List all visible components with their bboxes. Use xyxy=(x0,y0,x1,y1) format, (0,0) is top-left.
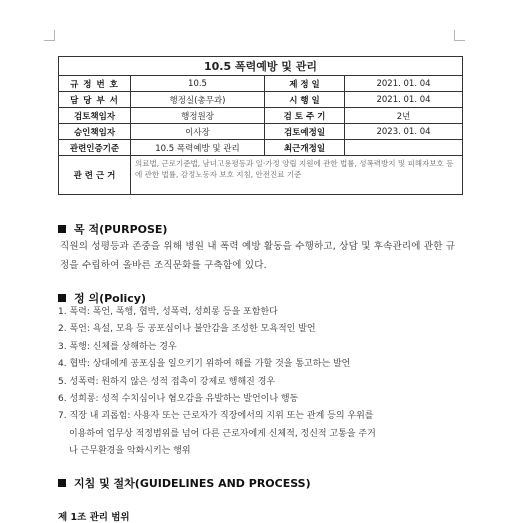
table-row xyxy=(59,124,463,140)
review-cycle-value: 2년 xyxy=(345,108,463,124)
list-item: 5. 성폭력: 원하지 않은 성적 접촉이 강제로 행해진 경우 xyxy=(58,376,276,387)
list-item: 4. 협박: 상대에게 공포심을 일으키기 위하여 해를 가할 것을 통고하는 발언 xyxy=(58,359,351,370)
effective-date-label: 시 행 일 xyxy=(265,92,345,108)
list-item xyxy=(58,408,462,460)
square-bullet-icon xyxy=(58,479,66,487)
table-row xyxy=(59,108,463,124)
purpose-heading: 목 적(PURPOSE) xyxy=(58,221,167,237)
table-row xyxy=(59,156,463,195)
reviewer-value: 행정원장 xyxy=(131,108,265,124)
list-item-continuation: 이용하여 업무상 적정범위를 넘어 다른 근로자에게 신체적, 정신적 고통을 주거 xyxy=(69,428,376,439)
list-item: 2. 폭언: 욕설, 모욕 등 공포심이나 불안감을 조성한 모욕적인 발언 xyxy=(58,324,316,335)
document-info-table xyxy=(58,56,463,195)
last-revision-label: 최근개정일 xyxy=(265,140,345,156)
policy-heading: 정 의(Policy) xyxy=(58,290,146,306)
guidelines-heading: 지침 및 절차(GUIDELINES AND PROCESS) xyxy=(58,475,311,491)
enacted-date-value: 2021. 01. 04 xyxy=(345,76,463,92)
purpose-text: 직원의 성평등과 존중을 위해 병원 내 폭력 예방 활동을 수행하고, 상담 및 후속관리에 관한 규정을 수립하여 올바른 조직문화를 구축함에 있다. xyxy=(60,241,456,271)
certification-label: 관련인증기준 xyxy=(59,140,131,156)
table-row xyxy=(59,92,463,108)
reference-text: 의료법, 근로기준법, 남녀고용평등과 일·가정 양립 지원에 관한 법률, 성폭력방지 및 피해자보호 등에 관한 법률, 감정노동자 보호 지침, 안전진료 기준 xyxy=(131,156,463,195)
table-row xyxy=(59,140,463,156)
approver-value: 이사장 xyxy=(131,124,265,140)
certification-value: 10.5 폭력예방 및 관리 xyxy=(131,140,265,156)
square-bullet-icon xyxy=(58,294,66,302)
article-heading: 제 1조 관리 범위 xyxy=(58,512,130,523)
enacted-date-label: 제 정 일 xyxy=(265,76,345,92)
approver-label: 승인책임자 xyxy=(59,124,131,140)
crop-mark-top-right xyxy=(454,30,465,41)
list-item-text: 7. 직장 내 괴롭힘: 사용자 또는 근로자가 직장에서의 지위 또는 관계 등의 우위를 xyxy=(58,411,374,422)
next-review-label: 검토예정일 xyxy=(265,124,345,140)
crop-mark-top-left xyxy=(44,30,55,41)
effective-date-value: 2021. 01. 04 xyxy=(345,92,463,108)
reviewer-label: 검토책임자 xyxy=(59,108,131,124)
list-item: 1. 폭력: 폭언, 폭행, 협박, 성폭력, 성희롱 등을 포함한다 xyxy=(58,307,278,317)
definition-list xyxy=(58,304,462,461)
reference-label: 관 련 근 거 xyxy=(59,156,131,195)
list-item: 3. 폭행: 신체를 상해하는 경우 xyxy=(58,341,177,352)
rule-number-value: 10.5 xyxy=(131,76,265,92)
list-item-continuation: 나 근무환경을 악화시키는 행위 xyxy=(69,446,191,457)
square-bullet-icon xyxy=(58,225,66,233)
last-revision-value xyxy=(345,140,463,156)
department-value: 행정실(총무과) xyxy=(131,92,265,108)
rule-number-label: 규 정 번 호 xyxy=(59,76,131,92)
document-title: 10.5 폭력예방 및 관리 xyxy=(59,57,463,76)
review-cycle-label: 검 토 주 기 xyxy=(265,108,345,124)
department-label: 담 당 부 서 xyxy=(59,92,131,108)
table-row xyxy=(59,76,463,92)
list-item: 6. 성희롱: 성적 수치심이나 혐오감을 유발하는 발언이나 행동 xyxy=(58,394,299,405)
next-review-value: 2023. 01. 04 xyxy=(345,124,463,140)
